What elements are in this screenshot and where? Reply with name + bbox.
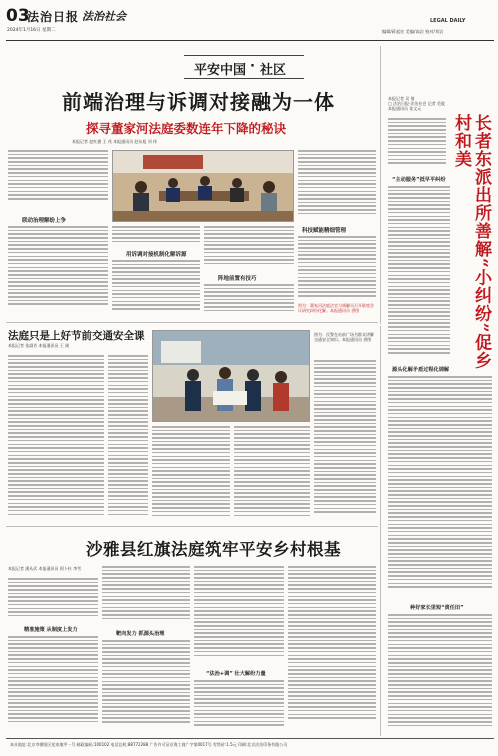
- middle-headline: 法庭只是上好节前交通安全课: [8, 330, 145, 342]
- footer-text: 本社地址:北京市朝阳区花家地甲一号 邮政编码:100102 电话总机:88772288 广告许可证京海工商广字第0017号 零售价:1.5元 印刷:北京法治印务有限公司: [10, 742, 288, 747]
- masthead: [0, 0, 498, 48]
- bottom-col2b-text: [102, 640, 190, 730]
- legal-daily-label: LEGAL DAILY: [430, 18, 466, 24]
- bottom-col1-text: [8, 578, 98, 622]
- section-banner: [184, 55, 304, 79]
- main-col4b-text: [298, 236, 376, 300]
- paper-name: 法治日报: [27, 10, 80, 24]
- side-byline: 本报记者 吴 倩 □ 法治日报·法治社会 记者 毛俊 本报通讯员 张文元: [388, 96, 445, 111]
- middle-col3-text: [152, 426, 230, 522]
- editors-line: 编辑/蒋起宏 美编/高岩 校对/刘岩: [382, 29, 444, 34]
- main-col2-text: [112, 226, 200, 246]
- page-number: 03: [6, 6, 30, 26]
- side-head: 源头化解矛盾过程化调解: [392, 367, 450, 373]
- section-head: 科技赋能精细管理: [302, 228, 347, 234]
- section-head: 阵地前置有技巧: [218, 276, 257, 282]
- section-name: 法治社会: [82, 10, 126, 23]
- main-headline: 前端治理与诉调对接融为一体: [62, 90, 335, 114]
- main-caption: 图为：董家河法庭法官与调解员召开联席会议研究纠纷化解。本报通讯员 供图: [298, 303, 374, 313]
- bottom-head: 靶向发力 抓源头治理: [116, 631, 165, 637]
- main-subheadline: 探寻董家河法庭委数连年下降的秘诀: [86, 121, 287, 136]
- side-head: “主动服务”抵早平纠纷: [392, 177, 446, 183]
- date-line: 2024年1月16日 星期二: [7, 28, 56, 33]
- main-col1-text: [8, 226, 108, 314]
- section-head: 联动治理解纷上争: [22, 218, 67, 224]
- side-col-text-3: [388, 614, 492, 732]
- middle-photo: [152, 330, 310, 422]
- main-byline: 本报记者 赵红旗 王 茂 本报通讯员 赵东旭 刘 伟: [72, 139, 157, 144]
- main-lead-text: [8, 150, 108, 208]
- middle-col2-text: [108, 355, 148, 523]
- middle-col4-text: [234, 426, 310, 522]
- main-col3-text: [204, 226, 294, 270]
- bottom-head: “法治+调” 壮大解纷力量: [206, 671, 266, 677]
- bottom-headline: 沙雅县红旗法庭筑牢平安乡村根基: [86, 540, 341, 559]
- bottom-col3b-text: [194, 680, 284, 730]
- middle-col1-text: [8, 355, 104, 523]
- middle-byline: 本报记者 张淑芳 本报通讯员 王 刚: [8, 343, 70, 348]
- middle-caption: 图为：民警在站前广场为群众讲解交通安全知识。本报通讯员 供图: [314, 332, 374, 342]
- main-photo: [112, 150, 294, 222]
- side-col-text-1: [388, 186, 450, 362]
- bottom-byline: 本报记者 潘从武 本报通讯员 阿卜杜 李雪: [8, 566, 82, 571]
- side-lead-text: [388, 118, 446, 170]
- side-vertical-title: 长者东派出所善解“小纠纷”促乡村和美: [451, 114, 491, 370]
- bottom-col3-text: [194, 566, 284, 666]
- section-head: 用诉调对接机制化解诉源: [126, 252, 187, 258]
- banner-dot: ·: [250, 59, 255, 74]
- bottom-head: 精准施策 从制度上发力: [24, 627, 78, 633]
- middle-col5-text: [314, 360, 376, 522]
- bottom-col2-text: [102, 566, 190, 626]
- banner-left: 平安中国: [194, 63, 247, 78]
- bottom-col1b-text: [8, 636, 98, 730]
- main-col2b-text: [112, 260, 200, 314]
- main-col4-text: [298, 150, 376, 220]
- side-head: 种好家长里短“责任田”: [410, 605, 464, 611]
- bottom-col4-text: [288, 566, 376, 730]
- main-col3b-text: [204, 284, 294, 314]
- side-col-text-2: [388, 376, 492, 596]
- banner-right: 社区: [260, 63, 287, 78]
